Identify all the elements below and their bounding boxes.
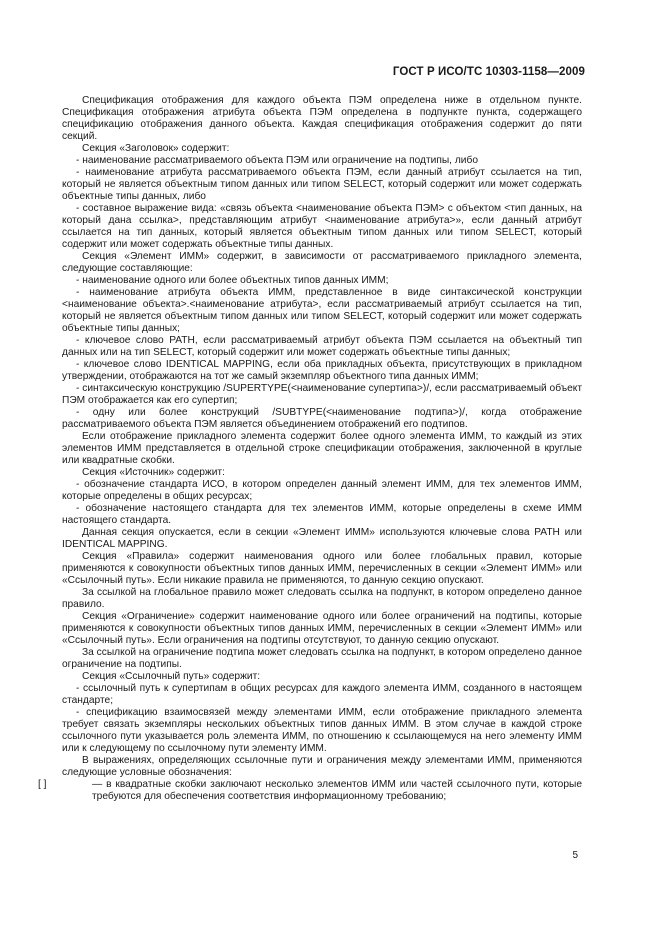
paragraph: В выражениях, определяющих ссылочные пути и ограничения между элементами ИММ, применяются следующие условные обозначения: (62, 755, 582, 778)
paragraph: За ссылкой на ограничение подтипа может следовать ссылка на подпункт, в котором определено данное ограничение на подтипы. (62, 647, 582, 670)
paragraph-rules-section: Секция «Правила» содержит наименования одного или более глобальных правил, которые применяются к совокупности объектных типов данных ИММ, перечисленных в секции «Элемент ИММ» или «Ссылочный путь». Если никакие правила не применяются, то данную секцию опускают. (62, 551, 582, 586)
paragraph: Если отображение прикладного элемента содержит более одного элемента ИММ, то каждый из этих элементов ИММ представляется в отдельной строке спецификации отображения, заключенной в круглые или квадратные скобки. (62, 431, 582, 466)
notation-item (38, 779, 582, 803)
paragraph-imm-section: Секция «Элемент ИММ» содержит, в зависимости от рассматриваемого прикладного элемента, следующие составляющие: (62, 251, 582, 274)
list-item: - обозначение настоящего стандарта для тех элементов ИММ, которые определены в схеме ИММ настоящего стандарта. (62, 503, 582, 526)
list-item: - ключевое слово IDENTICAL MAPPING, если оба прикладных объекта, присутствующих в прикладном утверждении, отображаются на тот же самый экземпляр объектного типа данных ИММ; (62, 359, 582, 382)
paragraph: За ссылкой на глобальное правило может следовать ссылка на подпункт, в котором определено данное правило. (62, 587, 582, 610)
list-item: - наименование рассматриваемого объекта ПЭМ или ограничение на подтипы, либо (76, 155, 478, 166)
notation-text: — в квадратные скобки заключают несколько элементов ИММ или частей ссылочного пути, которые требуются для обеспечения соответствия информационному требованию; (92, 779, 582, 802)
paragraph-source-section: Секция «Источник» содержит: (82, 467, 225, 478)
list-item: - обозначение стандарта ИСО, в котором определен данный элемент ИММ, для тех элементов ИММ, которые определены в общих ресурсах; (62, 479, 582, 502)
paragraph: Данная секция опускается, если в секции «Элемент ИММ» используются ключевые слова PATH или IDENTICAL MAPPING. (62, 527, 582, 550)
list-item: - спецификацию взаимосвязей между элементами ИММ, если отображение прикладного элемента требует связать экземпляры нескольких объектных типов данных ИММ. В этом случае в каждой строке ссылочного пути указывается роль элемента ИММ, по отношению к ссылающемуся на него элементу ИММ или к следующему по ссылочному пути элементу ИММ. (62, 707, 582, 754)
standard-header: ГОСТ Р ИСО/ТС 10303-1158—2009 (392, 66, 585, 78)
paragraph-constraint-section: Секция «Ограничение» содержит наименование одного или более ограничений на подтипы, которые применяются к совокупности объектных типов данных ИММ, перечисленных в секции «Элемент ИММ» или «Ссылочный путь». Если ограничения на подтипы отсутствуют, то данную секцию опускают. (62, 611, 582, 646)
list-item: - наименование атрибута рассматриваемого объекта ПЭМ, если данный атрибут ссылается на тип, который не является объектным типом данных или типом SELECT, который содержит или может содержать объектные типы данных, либо (62, 167, 582, 202)
list-item: - синтаксическую конструкцию /SUPERTYPE(<наименование супертипа>)/, если рассматриваемый объект ПЭМ отображается как его супертип; (62, 383, 582, 406)
paragraph-header-section: Секция «Заголовок» содержит: (82, 143, 230, 154)
bracket-symbol: [ ] (38, 779, 47, 790)
list-item: - ссылочный путь к супертипам в общих ресурсах для каждого элемента ИММ, созданного в настоящем стандарте; (62, 683, 582, 706)
page-number: 5 (572, 850, 578, 861)
list-item: - наименование одного или более объектных типов данных ИММ; (76, 275, 389, 286)
document-body (38, 95, 582, 803)
paragraph-reference-path-section: Секция «Ссылочный путь» содержит: (82, 671, 261, 682)
list-item: - наименование атрибута объекта ИММ, представленное в виде синтаксической конструкции <наименование объекта>.<наименование атрибута>, если рассматриваемый атрибут ссылается на тип, который не является объектным типом данных или типом SELECT, который содержит или может содержать объектные типы данных; (62, 287, 582, 334)
list-item: - составное выражение вида: «связь объекта <наименование объекта ПЭМ> с объектом <тип данных, на который дана ссылка>, представляющим атрибут <наименование атрибута>», если данный атрибут ссылается на тип данных, который является объектным типом данных или типом SELECT, который содержит или может содержать объектные типы данных. (62, 203, 582, 250)
list-item: - одну или более конструкций /SUBTYPE(<наименование подтипа>)/, когда отображение рассматриваемого объекта ПЭМ является объединением отображений его подтипов. (62, 407, 582, 430)
list-item: - ключевое слово PATH, если рассматриваемый атрибут объекта ПЭМ ссылается на объектный тип данных или на тип SELECT, который содержит или может содержать объектные типы данных; (62, 335, 582, 358)
paragraph-intro: Спецификация отображения для каждого объекта ПЭМ определена ниже в отдельном пункте. Спецификация отображения атрибута объекта ПЭМ определена в подпункте пункта, содержащего спецификацию отображения данного объекта. Каждая спецификация отображения содержит до пяти секций. (62, 95, 582, 142)
